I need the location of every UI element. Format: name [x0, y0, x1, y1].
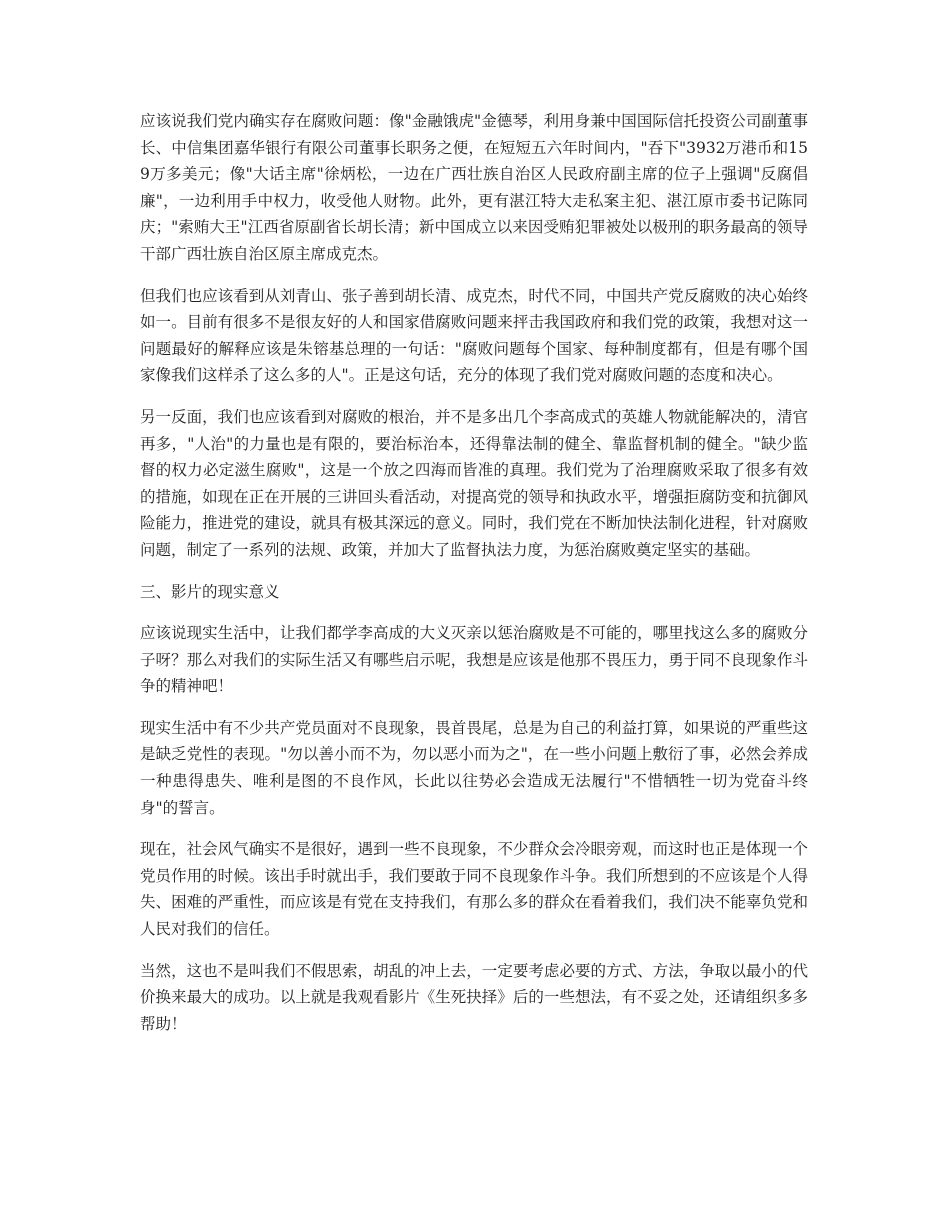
- paragraph-rule-of-law: 另一反面，我们也应该看到对腐败的根治，并不是多出几个李高成式的英雄人物就能解决的，清官再多，"人治"的力量也是有限的，要治标治本，还得靠法制的健全、靠监督机制的健全。"缺少监督的权力必定滋生腐败"，这是一个放之四海而皆准的真理。我们党为了治理腐败采取了很多有效的措施，如现在正在开展的三讲回头看活动，对提高党的领导和执政水平，增强拒腐防变和抗御风险能力，推进党的建设，就具有极其深远的意义。同时，我们党在不断加快法制化进程，针对腐败问题，制定了一系列的法规、政策，并加大了监督执法力度，为惩治腐败奠定坚实的基础。: [140, 407, 808, 559]
- paragraph-corruption-cases: 应该说我们党内确实存在腐败问题：像"金融饿虎"金德琴，利用身兼中国国际信托投资公司副董事长、中信集团嘉华银行有限公司董事长职务之便，在短短五六年时间内，"吞下"3932万港币和159万多美元；像"大话主席"徐炳松，一边在广西壮族自治区人民政府副主席的位子上强调"反腐倡廉"，一边利用手中权力，收受他人财物。此外，更有湛江特大走私案主犯、湛江原市委书记陈同庆；"索贿大王"江西省原副省长胡长清；新中国成立以来因受贿犯罪被处以极刑的职务最高的领导干部广西壮族自治区原主席成克杰。: [140, 112, 808, 263]
- document-body: [140, 108, 808, 1052]
- paragraph-social-atmosphere: 现在，社会风气确实不是很好，遇到一些不良现象，不少群众会冷眼旁观，而这时也正是体现一个党员作用的时候。该出手时就出手，我们要敢于同不良现象作斗争。我们所想到的不应该是个人得失、困难的严重性，而应该是有党在支持我们，有那么多的群众在看着我们，我们决不能辜负党和人民对我们的信任。: [140, 840, 808, 939]
- paragraph-conclusion: 当然，这也不是叫我们不假思索，胡乱的冲上去，一定要考虑必要的方式、方法，争取以最小的代价换来最大的成功。以上就是我观看影片《生死抉择》后的一些想法，有不妥之处，还请组织多多帮助！: [140, 961, 808, 1033]
- paragraph-real-life-lesson: 应该说现实生活中，让我们都学李高成的大义灭亲以惩治腐败是不可能的，哪里找这么多的腐败分子呀？那么对我们的实际生活又有哪些启示呢，我想是应该是他那不畏压力，勇于同不良现象作斗争的精神吧！: [140, 624, 808, 696]
- paragraph-party-determination: 但我们也应该看到从刘青山、张子善到胡长清、成克杰，时代不同，中国共产党反腐败的决心始终如一。目前有很多不是很友好的人和国家借腐败问题来抨击我国政府和我们党的政策，我想对这一问题最好的解释应该是朱镕基总理的一句话："腐败问题每个国家、每种制度都有，但是有哪个国家像我们这样杀了这么多的人"。正是这句话，充分的体现了我们党对腐败问题的态度和决心。: [140, 286, 808, 385]
- paragraph-party-member-attitude: 现实生活中有不少共产党员面对不良现象，畏首畏尾，总是为自己的利益打算，如果说的严重些这是缺乏党性的表现。"勿以善小而不为，勿以恶小而为之"，在一些小问题上敷衍了事，必然会养成一种患得患失、唯利是图的不良作风，长此以往势必会造成无法履行"不惜牺牲一切为党奋斗终身"的誓言。: [140, 718, 808, 817]
- section-heading: 三、影片的现实意义: [140, 582, 280, 601]
